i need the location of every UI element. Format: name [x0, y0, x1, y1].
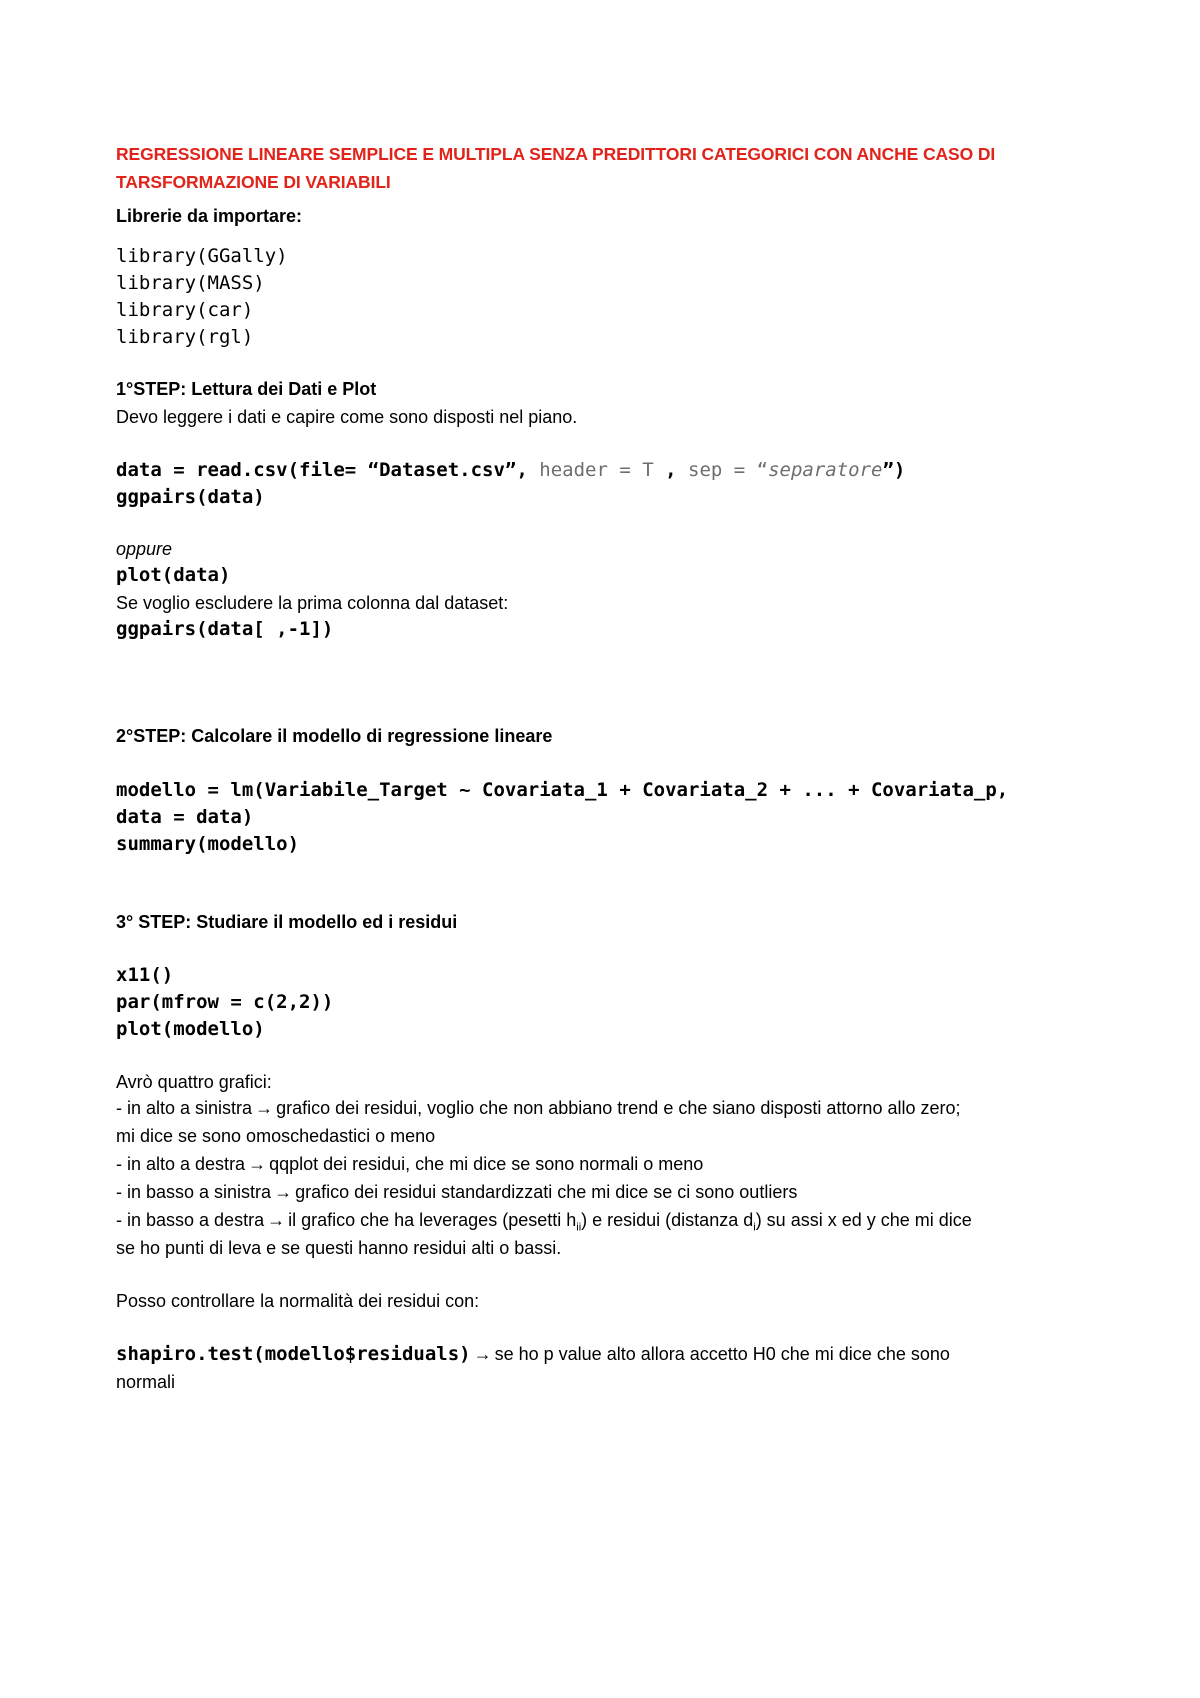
library-ggally: library(GGally)	[116, 245, 288, 267]
code-read-csv-main: data = read.csv(file= “Dataset.csv”,	[116, 459, 528, 481]
code-read-csv-comma: ,	[665, 459, 677, 481]
graph-item-bottom-left-desc: grafico dei residui standardizzati che mi dice se ci sono outliers	[295, 1182, 798, 1202]
library-mass: library(MASS)	[116, 272, 265, 294]
code-summary: summary(modello)	[116, 833, 300, 855]
normality-intro: Posso controllare la normalità dei residui con:	[116, 1291, 480, 1311]
graph-item-top-left-position: - in alto a sinistra	[116, 1098, 253, 1118]
code-read-csv-header: header = T	[539, 459, 654, 481]
arrow-right-icon: →	[274, 1182, 293, 1202]
step1-heading: 1°STEP: Lettura dei Dati e Plot	[116, 379, 377, 399]
graph-item-bottom-right-desc-3: ) su assi x ed y che mi dice	[755, 1210, 972, 1230]
libraries-heading: Librerie da importare:	[116, 206, 303, 226]
document-title-line-1: REGRESSIONE LINEARE SEMPLICE E MULTIPLA SENZA PREDITTORI CATEGORICI CON ANCHE CASO DI	[116, 144, 996, 164]
code-lm-line-2: data = data)	[116, 806, 254, 828]
code-par: par(mfrow = c(2,2))	[116, 991, 334, 1013]
graph-item-top-right-desc: qqplot dei residui, che mi dice se sono normali o meno	[269, 1154, 704, 1174]
code-shapiro-test: shapiro.test(modello$residuals)	[116, 1343, 471, 1365]
graph-item-top-right	[116, 1150, 703, 1178]
code-lm-line-1: modello = lm(Variabile_Target ~ Covariata_1 + Covariata_2 + ... + Covariata_p,	[116, 779, 1009, 801]
graph-item-top-right-position: - in alto a destra	[116, 1154, 246, 1174]
subscript-i: i	[753, 1221, 756, 1234]
library-car: library(car)	[116, 299, 254, 321]
code-ggpairs-exclude: ggpairs(data[ ,-1])	[116, 618, 334, 640]
graph-item-bottom-right-desc-2: ) e residui (distanza d	[581, 1210, 754, 1230]
arrow-right-icon: →	[255, 1098, 274, 1118]
code-read-csv	[116, 456, 905, 484]
code-plot-data: plot(data)	[116, 564, 231, 586]
graph-item-bottom-left	[116, 1178, 797, 1206]
graph-item-bottom-right-position: - in basso a destra	[116, 1210, 265, 1230]
graph-item-top-left-continued: mi dice se sono omoschedastici o meno	[116, 1126, 436, 1146]
shapiro-line	[116, 1340, 950, 1368]
graph-item-bottom-right-desc: il grafico che ha leverages (pesetti h	[288, 1210, 577, 1230]
code-x11: x11()	[116, 964, 174, 986]
code-read-csv-close: ”)	[882, 459, 906, 481]
graph-item-bottom-right-continued: se ho punti di leva e se questi hanno residui alti o bassi.	[116, 1238, 562, 1258]
arrow-right-icon: →	[267, 1210, 286, 1230]
arrow-right-icon: →	[248, 1154, 267, 1174]
subscript-ii: ii	[576, 1221, 582, 1234]
code-read-csv-sep: sep = “	[688, 459, 769, 481]
code-ggpairs: ggpairs(data)	[116, 486, 265, 508]
shapiro-description-continued: normali	[116, 1372, 176, 1392]
oppure-label: oppure	[116, 539, 173, 559]
library-rgl: library(rgl)	[116, 326, 254, 348]
code-plot-modello: plot(modello)	[116, 1018, 265, 1040]
arrow-right-icon: →	[473, 1344, 492, 1364]
exclude-column-description: Se voglio escludere la prima colonna dal dataset:	[116, 593, 509, 613]
step1-description: Devo leggere i dati e capire come sono disposti nel piano.	[116, 407, 578, 427]
graph-item-top-left-desc: grafico dei residui, voglio che non abbiano trend e che siano disposti attorno allo zero;	[276, 1098, 961, 1118]
document-title-line-2: TARSFORMAZIONE DI VARIABILI	[116, 172, 391, 192]
step2-heading: 2°STEP: Calcolare il modello di regressione lineare	[116, 726, 553, 746]
graph-item-bottom-left-position: - in basso a sinistra	[116, 1182, 272, 1202]
step3-heading: 3° STEP: Studiare il modello ed i residui	[116, 912, 458, 932]
graph-item-bottom-right	[116, 1206, 972, 1234]
graphs-intro: Avrò quattro grafici:	[116, 1072, 272, 1092]
code-read-csv-separator: separatore	[768, 459, 883, 481]
shapiro-description: se ho p value alto allora accetto H0 che mi dice che sono	[494, 1344, 950, 1364]
graph-item-top-left	[116, 1094, 961, 1122]
